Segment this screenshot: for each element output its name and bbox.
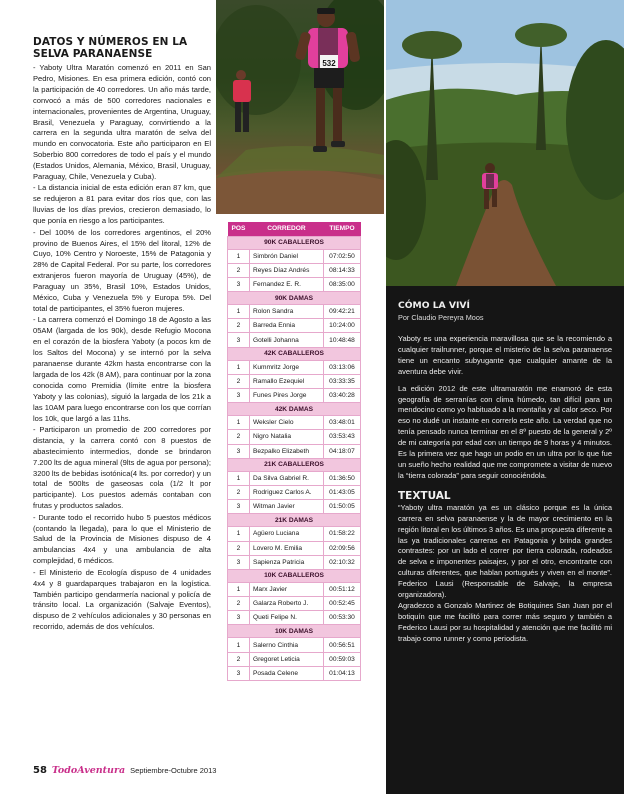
runner-name-cell: Gregoret Leticia [249, 652, 323, 666]
runner-name-cell: Posada Celene [249, 666, 323, 680]
position-cell: 1 [228, 471, 250, 485]
time-cell: 01:58:22 [324, 527, 361, 541]
runner-name-cell: Reyes Díaz Andrés [249, 263, 323, 277]
category-row [228, 236, 361, 249]
position-cell: 2 [228, 374, 250, 388]
position-cell: 2 [228, 485, 250, 499]
runner-photo-illustration [216, 0, 384, 214]
position-cell: 3 [228, 500, 250, 514]
category-label: 21K CABALLEROS [228, 458, 361, 471]
position-cell: 3 [228, 277, 250, 291]
article-paragraph: - La carrera comenzó el Domingo 18 de Agosto a las 05AM (largada de los 90k), desde Refugio Mocona en el corazón de la biosfera Yaboty (a pocos km de los Saltos del Mocona) y se internó por la selva paranaense durante 42km hasta encontrarse con la largada de los 42k (8 AM), para continuar por la zona conocida como Premidia (límite entre la biosfera Yaboty y las colonias), siguió la largada de los 21k a las 10AM para luego encontrarse con los que corrían los 10k, que largó a las 11hs. [33, 315, 211, 423]
time-cell: 01:36:50 [324, 471, 361, 485]
table-row [228, 582, 361, 596]
jungle-landscape-illustration [386, 0, 624, 286]
table-row [228, 416, 361, 430]
table-row [228, 277, 361, 291]
time-cell: 08:14:33 [324, 263, 361, 277]
time-cell: 03:13:06 [324, 360, 361, 374]
sidebar-author: Por Claudio Pereyra Moos [398, 313, 484, 322]
position-cell: 3 [228, 611, 250, 625]
page-number: 58 [33, 765, 47, 776]
category-label: 90K CABALLEROS [228, 236, 361, 249]
time-cell: 00:53:30 [324, 611, 361, 625]
sidebar-title: CÓMO LA VIVÍ [398, 300, 470, 311]
position-cell: 1 [228, 360, 250, 374]
position-cell: 3 [228, 333, 250, 347]
header-pos: POS [228, 222, 250, 236]
category-row [228, 625, 361, 638]
article-paragraph: - Yaboty Ultra Maratón comenzó en 2011 en San Pedro, Misiones. En esa primera edición, contó con la participación de 40 corredores. Un año más tarde, convocó a más de 500 corredores nacionales e internacionales, provenientes de Argentina, Uruguay, Brasil, Venezuela y Paraguay, convirtiendo a la carrera en la segunda ultra maratón de selva del mundo en convocatoria. Este año participaron en El Soberbio 800 corredores de todo el país y el mundo (Estados Unidos, Alemania, México, Brasil, Uruguay, Paraguay, Chile, Venezuela y Cuba). [33, 63, 211, 182]
table-row [228, 430, 361, 444]
time-cell: 02:10:32 [324, 555, 361, 569]
time-cell: 03:33:35 [324, 374, 361, 388]
quote-paragraph: “Yaboty ultra maratón ya es un clásico porque es la única carrera en selva paranaense y la de mayor crecimiento en la región litoral en los últimos 3 años. Es una propuesta diferente a las ya tradicionales carreras en Patagonia y brinda grandes contrastes: por un lado el correr por tierra colorada, rodeados de selva e imponentes paisajes, y por el otro, encontrarte con culturas diferentes, que hablan portugués y viven en el monte”. Federico Lausi (Responsable de Salvaje, la empresa organizadora). [398, 502, 612, 600]
runner-name-cell: Marx Javier [249, 582, 323, 596]
table-row [228, 500, 361, 514]
category-label: 42K DAMAS [228, 403, 361, 416]
time-cell: 08:35:00 [324, 277, 361, 291]
article-paragraph: - El Ministerio de Ecología dispuso de 4 unidades 4x4 y 8 guardaparques trabajaron en la logística. También participo gendarmería nacional y policía de tránsito local. La organización (Salvaje Eventos), dispuso de 2 vehículos adicionales y 30 personas en recorrido, además de dos vehículos. [33, 567, 211, 632]
position-cell: 3 [228, 555, 250, 569]
header-runner: CORREDOR [249, 222, 323, 236]
time-cell: 10:48:48 [324, 333, 361, 347]
table-row [228, 333, 361, 347]
runner-name-cell: Fernandez E. R. [249, 277, 323, 291]
runner-name-cell: Lovero M. Emilia [249, 541, 323, 555]
table-row [228, 389, 361, 403]
runner-name-cell: Kummritz Jorge [249, 360, 323, 374]
table-row [228, 527, 361, 541]
article-paragraph: - La distancia inicial de esta edición eran 87 km, que se redujeron a 81 para evitar dos ríos que, con las lluvias de los días previos, crecieron demasiado, lo que ponía en riesgo a los participantes. [33, 183, 211, 226]
category-row [228, 403, 361, 416]
runner-name-cell: Simbrón Daniel [249, 249, 323, 263]
runner-name-cell: Barreda Ennia [249, 319, 323, 333]
position-cell: 3 [228, 444, 250, 458]
category-row [228, 569, 361, 582]
time-cell: 00:51:12 [324, 582, 361, 596]
position-cell: 1 [228, 305, 250, 319]
runner-name-cell: Salerno Cinthia [249, 638, 323, 652]
issue-date: Septiembre-Octubre 2013 [130, 766, 217, 775]
article-column [33, 36, 211, 634]
time-cell: 01:43:05 [324, 485, 361, 499]
table-row [228, 597, 361, 611]
category-row [228, 347, 361, 360]
table-row [228, 305, 361, 319]
page-footer [33, 765, 216, 779]
runner-name-cell: Rolon Sandra [249, 305, 323, 319]
runner-name-cell: Queti Felipe N. [249, 611, 323, 625]
table-row [228, 611, 361, 625]
runner-name-cell: Agüero Luciana [249, 527, 323, 541]
table-row [228, 444, 361, 458]
time-cell: 09:42:21 [324, 305, 361, 319]
quote-title: TEXTUAL [398, 489, 451, 502]
runner-name-cell: Ramallo Ezequiel [249, 374, 323, 388]
position-cell: 2 [228, 263, 250, 277]
runner-name-cell: Nigro Natalia [249, 430, 323, 444]
table-row [228, 471, 361, 485]
category-label: 10K CABALLEROS [228, 569, 361, 582]
table-row [228, 541, 361, 555]
category-label: 90K DAMAS [228, 292, 361, 305]
table-row [228, 638, 361, 652]
runner-name-cell: Gotelli Johanna [249, 333, 323, 347]
position-cell: 3 [228, 389, 250, 403]
runner-name-cell: Witman Javier [249, 500, 323, 514]
position-cell: 1 [228, 582, 250, 596]
category-row [228, 458, 361, 471]
sidebar-panel [386, 286, 624, 794]
category-row [228, 514, 361, 527]
position-cell: 1 [228, 638, 250, 652]
article-paragraph: - Del 100% de los corredores argentinos, el 20% provino de Buenos Aires, el 15% del litoral, 12% de Cuyo, 10% Centro y Noroeste, 15% de Patagonia y 28% de Capital Federal. Por su parte, los corredores extranjeros fueron mayoría de Uruguay (45%), de Paraguay un 35%, Brasil 10%, Estados Unidos, México, Cuba y Venezuela 5% y Europa 5%. Del total de participantes, el 35% fueron mujeres. [33, 227, 211, 313]
position-cell: 1 [228, 416, 250, 430]
results-table [227, 222, 361, 681]
time-cell: 00:56:51 [324, 638, 361, 652]
sidebar-paragraph: La edición 2012 de este ultramaratón me enamoró de esta geografía de serranías con clima húmedo, tan difícil para un mendocino como yo habituado a la montaña y al calor seco. Por eso no dudé un instante en correrlo este año. La verdad que no tenía pensado nunca terminar en el 8º puesto de la general y 2º de mi categoría por edad con un tiempo de 9 horas y 4 minutos. Es la primera vez que hago un podio en un ultra por lo que fue un sueño hecho realidad que me compromete a visitar de nuevo la “tierra colorada” para seguir conociéndola. [398, 383, 612, 480]
table-row [228, 249, 361, 263]
position-cell: 3 [228, 666, 250, 680]
position-cell: 2 [228, 652, 250, 666]
position-cell: 1 [228, 249, 250, 263]
category-label: 42K CABALLEROS [228, 347, 361, 360]
table-row [228, 319, 361, 333]
time-cell: 01:04:13 [324, 666, 361, 680]
runner-name-cell: Funes Pires Jorge [249, 389, 323, 403]
table-row [228, 555, 361, 569]
position-cell: 2 [228, 319, 250, 333]
time-cell: 00:59:03 [324, 652, 361, 666]
category-row [228, 292, 361, 305]
table-row [228, 374, 361, 388]
results-table-grid [227, 222, 361, 681]
category-label: 10K DAMAS [228, 625, 361, 638]
table-header-row [228, 222, 361, 236]
position-cell: 2 [228, 430, 250, 444]
bib-number: 532 [322, 59, 336, 68]
runner-name-cell: Sapienza Patricia [249, 555, 323, 569]
article-paragraph: - Durante todo el recorrido hubo 5 puestos médicos (contando la llegada), para lo que el Ministerio de Salud de la Provincia de Misiones dispuso de 4 ambulancias 4x4 y una ambulancia de alta complejidad, 6 médicos. [33, 512, 211, 566]
magazine-brand: TodoAventura [51, 765, 126, 776]
article-paragraph: - Participaron un promedio de 200 corredores por distancia, y la carrera contó con 8 puestos de abastecimiento intermedios, donde se brindaron 7.200 lts de agua mineral (9lts de agua por persona); 3200 lts de bebidas isotónica(4 lts. por corredor) y un total de 500lts de gaseosas cola (1/2 lt por participante). Los puestos además contaban con frutas y productos salados. [33, 424, 211, 511]
table-row [228, 263, 361, 277]
results-table-body [228, 236, 361, 681]
sidebar-paragraph: Yaboty es una experiencia maravillosa que se la recomiendo a cualquier trailrunner, porque el misterio de la selva paranaense tiene un encanto subyugante que cualquier amante de la aventura debe vivir. [398, 334, 612, 376]
time-cell: 01:50:05 [324, 500, 361, 514]
table-row [228, 652, 361, 666]
header-time: TIEMPO [324, 222, 361, 236]
time-cell: 03:48:01 [324, 416, 361, 430]
table-row [228, 485, 361, 499]
position-cell: 1 [228, 527, 250, 541]
category-label: 21K DAMAS [228, 514, 361, 527]
time-cell: 02:09:56 [324, 541, 361, 555]
time-cell: 03:40:28 [324, 389, 361, 403]
runner-name-cell: Weksler Cielo [249, 416, 323, 430]
runner-name-cell: Rodriguez Carlos A. [249, 485, 323, 499]
table-row [228, 666, 361, 680]
jungle-landscape-photo [386, 0, 624, 286]
time-cell: 10:24:00 [324, 319, 361, 333]
runner-photo [216, 0, 384, 214]
section-title: DATOS Y NÚMEROS EN LA SELVA PARANAENSE [33, 36, 188, 60]
time-cell: 07:02:50 [324, 249, 361, 263]
time-cell: 03:53:43 [324, 430, 361, 444]
table-row [228, 360, 361, 374]
position-cell: 2 [228, 541, 250, 555]
runner-name-cell: Galarza Roberto J. [249, 597, 323, 611]
position-cell: 2 [228, 597, 250, 611]
runner-name-cell: Bezpalko Elizabeth [249, 444, 323, 458]
time-cell: 00:52:45 [324, 597, 361, 611]
runner-name-cell: Da Silva Gabriel R. [249, 471, 323, 485]
quote-paragraph: Agradezco a Gonzalo Martinez de Botiquines San Juan por el botiquín que me facilitó para correr más seguro y también a Federico Lausi por su hospitalidad y atención que me facilitó mi trabajo como runner y como periodista. [398, 600, 612, 643]
time-cell: 04:18:07 [324, 444, 361, 458]
